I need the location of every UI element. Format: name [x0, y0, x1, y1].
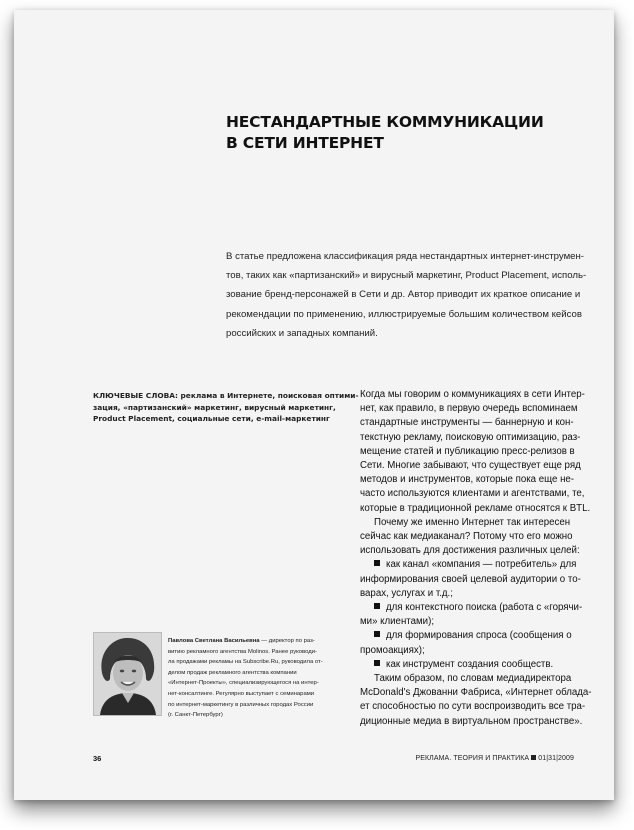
square-separator-icon [531, 755, 536, 760]
bullet-square-icon [374, 560, 380, 566]
abstract-line: тов, таких как «партизанский» и вирусный маркетинг, Product Placement, исполь- [226, 270, 587, 282]
bio-line: по интернет-маркетингу в различных городах России [168, 701, 314, 708]
abstract-line: российских и западных компаний. [226, 327, 378, 339]
article-title [226, 112, 606, 154]
body-line: нет, как правило, в первую очередь вспоминаем [360, 403, 578, 415]
bio-line: ла продажами рекламы на Subscribe.Ru, руководила от- [168, 659, 323, 666]
author-name: Павлова Светлана Васильевна [168, 638, 260, 644]
bullet-item [360, 558, 612, 572]
body-line: использовать для достижения различных целей: [360, 545, 580, 557]
running-footer [415, 755, 574, 762]
keywords-block [93, 390, 359, 425]
body-line: диционные медиа в виртуальном пространстве». [360, 715, 583, 727]
article-body [360, 388, 612, 729]
bio-first-line [168, 636, 356, 647]
bullet-text: как инструмент создания сообществ. [386, 658, 554, 670]
issue-number: 01|31|2009 [538, 755, 574, 762]
bullet-text: для формирования спроса (сообщения о [386, 630, 572, 642]
body-line: часто используются клиентами и агентствами, те, [360, 488, 585, 500]
article-abstract [226, 247, 618, 343]
bio-line: витию рекламного агентства Molinos. Ранее руководи- [168, 648, 317, 655]
body-line: информирования своей целевой аудитории о то- [360, 573, 581, 585]
abstract-line: зование бренд-персонажей в Сети и др. Автор приводит их краткое описание и [226, 289, 581, 301]
title-line: В СЕТИ ИНТЕРНЕТ [226, 134, 384, 152]
keywords-line: КЛЮЧЕВЫЕ СЛОВА: реклама в Интернете, поисковая оптими- [93, 391, 359, 400]
body-line: варах, услугах и т.д.; [360, 587, 453, 599]
bullet-text: как канал «компания — потребитель» для [386, 559, 577, 571]
page-number: 36 [93, 754, 102, 763]
body-line: ми» клиентами); [360, 616, 435, 628]
body-line: Таким образом, по словам медиадиректора [374, 673, 572, 685]
abstract-line: В статье предложена классификация ряда нестандартных интернет-инструмен- [226, 251, 584, 262]
body-line: Почему же именно Интернет так интересен [374, 516, 571, 528]
bullet-item [360, 629, 612, 643]
body-line: Когда мы говорим о коммуникациях в сети Интер- [360, 389, 585, 400]
bio-line: делом продаж рекламного агентства компании [168, 669, 297, 676]
magazine-page [14, 10, 614, 800]
bio-line: «Интернет-Проекты», специализирующегося на интер- [168, 680, 319, 687]
author-portrait-icon [94, 633, 161, 715]
bullet-item [360, 601, 612, 615]
body-line: ет способностью по сути воспроизводить все тра- [360, 701, 586, 713]
body-line: McDonald's Джованни Фабриса, «Интернет облада- [360, 687, 592, 699]
keywords-line: Product Placement, социальные сети, e-mail-маркетинг [93, 414, 330, 424]
title-line: НЕСТАНДАРТНЫЕ КОММУНИКАЦИИ [226, 113, 544, 131]
body-line: методов и инструментов, которые пока еще не- [360, 474, 575, 486]
body-line: текстную рекламу, поисковую оптимизацию, раз- [360, 431, 581, 443]
body-line: сейчас как медиаканал? Потому что его можно [360, 531, 573, 543]
bullet-text: для контекстного поиска (работа с «горячи- [386, 602, 583, 614]
author-photo [93, 632, 162, 716]
journal-name: РЕКЛАМА. ТЕОРИЯ И ПРАКТИКА [415, 755, 530, 762]
body-line: Сети. Многие забывают, что существует еще ряд [360, 460, 581, 472]
body-line: которые в традиционной рекламе относятся к BTL. [360, 502, 591, 514]
abstract-line: рекомендации по применению, иллюстрируемые большим количеством кейсов [226, 308, 582, 320]
bullet-square-icon [374, 631, 380, 637]
bio-line: (г. Санкт-Петербург) [168, 712, 223, 719]
author-bio [168, 636, 356, 721]
keywords-line: зация, «партизанский» маркетинг, вирусный маркетинг, [93, 402, 336, 412]
bullet-square-icon [374, 603, 380, 609]
bullet-square-icon [374, 660, 380, 666]
body-line: промоакциях); [360, 644, 425, 656]
bio-text: — директор по раз- [259, 638, 315, 644]
bullet-item [360, 658, 612, 672]
bio-line: нет-консалтинге. Регулярно выступает с семинарами [168, 690, 315, 697]
body-line: стандартные инструменты — баннерную и кон- [360, 417, 574, 429]
body-line: мещение статей и публикацию пресс-релизов в [360, 445, 575, 457]
